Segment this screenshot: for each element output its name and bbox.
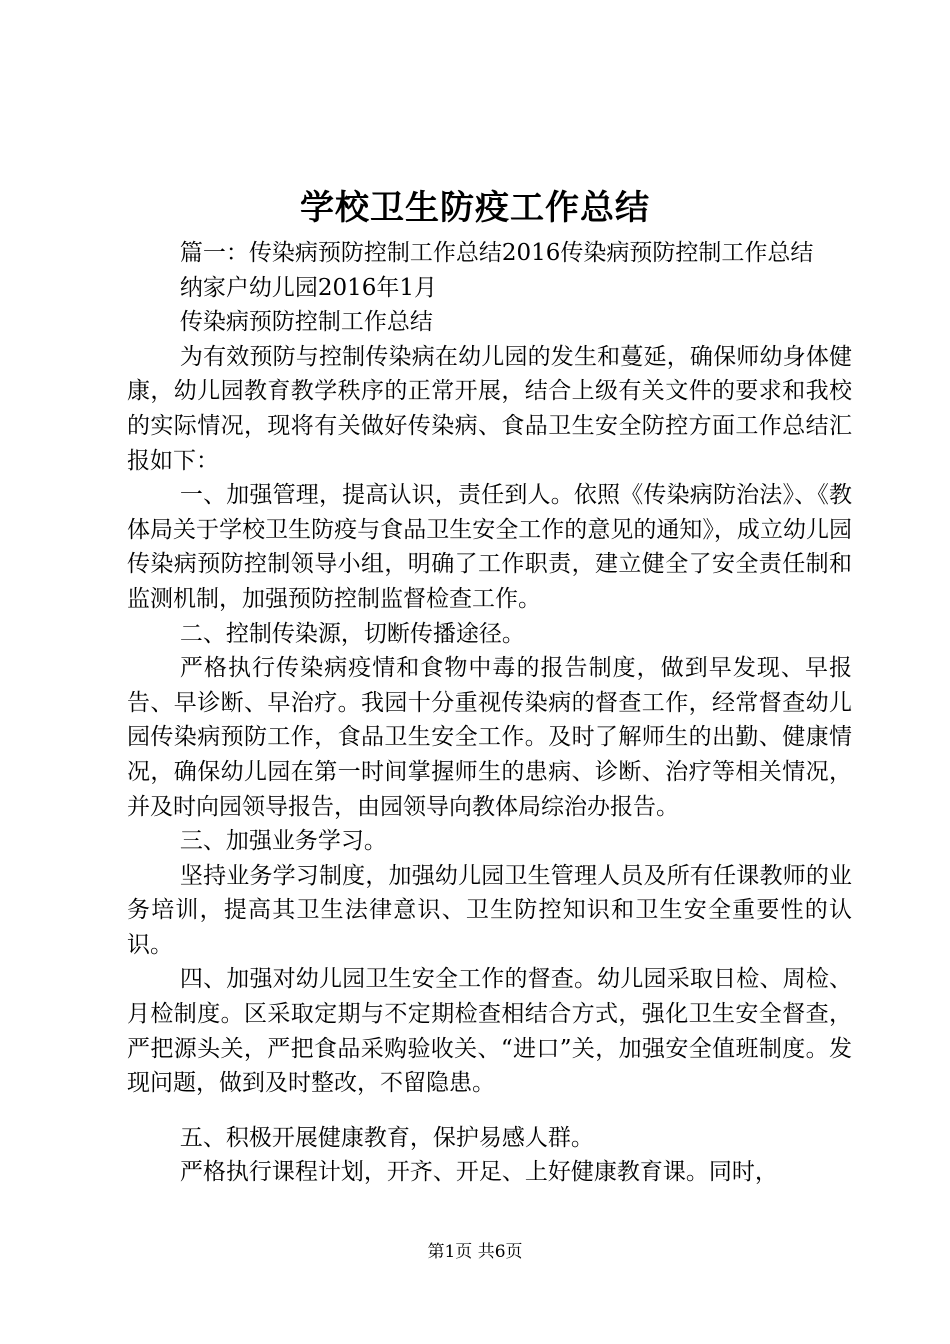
paragraph-section-three-body: 坚持业务学习制度，加强幼儿园卫生管理人员及所有任课教师的业务培训，提高其卫生法律意识、卫生防控知识和卫生安全重要性的认识。: [127, 862, 852, 958]
paragraph-heading-part-one: 篇一：传染病预防控制工作总结2016传染病预防控制工作总结: [179, 240, 814, 266]
paragraph-section-five-body: 严格执行课程计划，开齐、开足、上好健康教育课。同时，: [179, 1159, 778, 1186]
document-body: [127, 236, 852, 1190]
paragraph-section-two-body: 严格执行传染病疫情和食物中毒的报告制度，做到早发现、早报告、早诊断、早治疗。我园十分重视传染病的督查工作，经常督查幼儿园传染病预防工作，食品卫生安全工作。及时了解师生的出勤、健康情况，确保幼儿园在第一时间掌握师生的患病、诊断、治疗等相关情况，并及时向园领导报告，由园领导向教体局综治办报告。: [127, 655, 852, 820]
document-title: 学校卫生防疫工作总结: [300, 188, 650, 228]
paragraph-section-one: 一、加强管理，提高认识，责任到人。依照《传染病防治法》、《教体局关于学校卫生防疫与食品卫生安全工作的意见的通知》，成立幼儿园传染病预防控制领导小组，明确了工作职责，建立健全了安全责任制和监测机制，加强预防控制监督检查工作。: [127, 482, 852, 612]
paragraph-author-date: 纳家户幼儿园2016年1月: [179, 274, 438, 301]
paragraph-section-four: 四、加强对幼儿园卫生安全工作的督查。幼儿园采取日检、周检、月检制度。区采取定期与不定期检查相结合方式，强化卫生安全督查，严把源头关，严把食品采购验收关、“进口”关，加强安全值班制度。发现问题，做到及时整改，不留隐患。: [127, 966, 852, 1097]
page-number-footer: 第1页 共6页: [427, 1242, 523, 1262]
paragraph-section-three-heading: 三、加强业务学习。: [179, 828, 387, 855]
paragraph-subtitle: 传染病预防控制工作总结: [179, 309, 433, 336]
paragraph-section-two-heading: 二、控制传染源，切断传播途径。: [179, 620, 525, 647]
paragraph-intro: 为有效预防与控制传染病在幼儿园的发生和蔓延，确保师幼身体健康，幼儿园教育教学秩序的正常开展，结合上级有关文件的要求和我校的实际情况，现将有关做好传染病、食品卫生安全防控方面工作总结汇报如下：: [127, 343, 852, 474]
paragraph-section-five-heading: 五、积极开展健康教育，保护易感人群。: [179, 1124, 594, 1151]
